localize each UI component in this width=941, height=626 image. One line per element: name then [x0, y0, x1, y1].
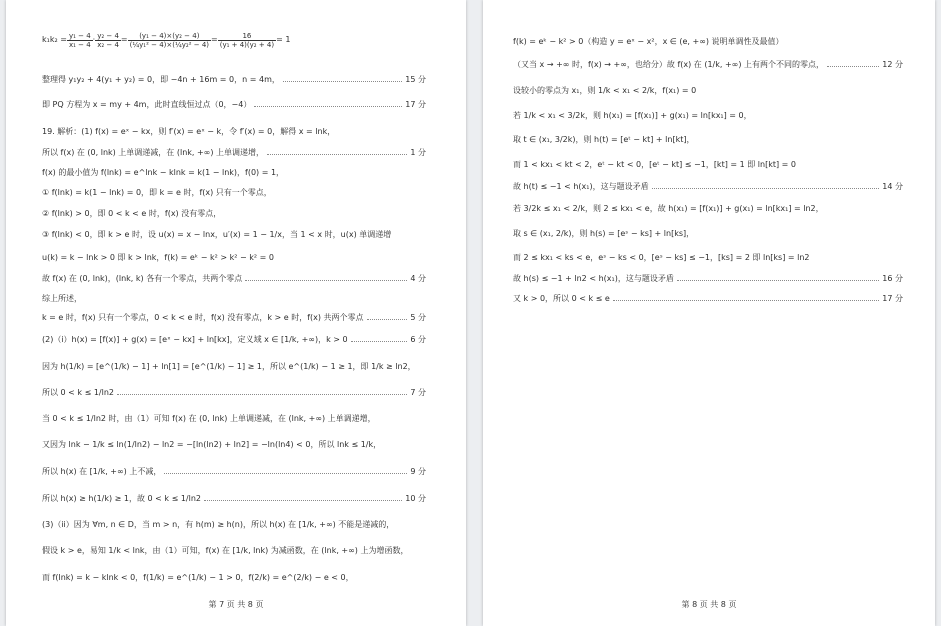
- solution-line: [42, 414, 426, 424]
- dotted-leader: [613, 300, 879, 301]
- dotted-leader: [254, 106, 402, 107]
- solution-text: f(k) = eᵏ − k² > 0（构造 y = eˣ − x²，x ∈ (e, +∞) 说明单调性及最值）: [513, 37, 784, 46]
- solution-line: [513, 229, 903, 239]
- solution-text: 故 h(t) ≤ −1 < h(x₁)，这与题设矛盾: [513, 182, 649, 191]
- solution-line: [42, 274, 426, 284]
- solution-line: [42, 148, 426, 158]
- dotted-leader: [351, 341, 408, 342]
- solution-line: [513, 253, 903, 263]
- solution-text: f(x) 的最小值为 f(lnk) = e^lnk − klnk = k(1 − lnk)，f(0) = 1，: [42, 168, 285, 177]
- score-label: 12 分: [882, 60, 903, 69]
- solution-line: [42, 467, 426, 477]
- solution-line: [42, 362, 426, 372]
- solution-line: [513, 294, 903, 304]
- solution-line: [513, 86, 903, 96]
- score-label: 17 分: [405, 100, 426, 109]
- solution-text: 综上所述，: [42, 294, 82, 303]
- solution-text: (2)（i）h(x) = [f(x)] + g(x) = [eˣ − kx] + ln[kx]，定义域 x ∈ [1/k, +∞)，k > 0: [42, 335, 348, 344]
- fraction-4-denominator: (y₁ + 4)(y₂ + 4): [219, 40, 275, 49]
- solution-line: [42, 440, 426, 450]
- solution-text: 又因为 lnk − 1/k ≤ ln(1/ln2) − ln2 = −[ln(ln2) + ln2] = −ln(ln4) < 0，所以 lnk ≤ 1/k，: [42, 440, 382, 449]
- solution-text: 而 f(lnk) = k − klnk < 0，f(1/k) = e^(1/k) − 1 > 0，f(2/k) = e^(2/k) − e < 0，: [42, 573, 354, 582]
- dot-operator: ·: [92, 35, 96, 44]
- solution-text: 而 1 < kx₁ < kt < 2，eᵗ − kt < 0，[eᵗ − kt] ≤ −1，[kt] = 1 即 ln[kt] = 0: [513, 160, 796, 169]
- score-label: 16 分: [882, 274, 903, 283]
- solution-text: 整理得 y₁y₂ + 4(y₁ + y₂) = 0，即 −4n + 16m = 0，n = 4m，: [42, 75, 280, 84]
- solution-text: 而 2 ≤ kx₁ < ks < e，eˢ − ks < 0，[eˢ − ks] ≤ −1，[ks] = 2 即 ln[ks] = ln2: [513, 253, 810, 262]
- solution-line: [513, 204, 903, 214]
- solution-text: 故 h(s) ≤ −1 + ln2 < h(x₁)，这与题设矛盾: [513, 274, 674, 283]
- slope-product-equation: [42, 28, 426, 52]
- solution-text: 19. 解析：(1) f(x) = eˣ − kx，则 f′(x) = eˣ − k，令 f′(x) = 0，解得 x = lnk，: [42, 127, 336, 136]
- score-label: 1 分: [410, 148, 426, 157]
- dotted-leader: [652, 188, 880, 189]
- dotted-leader: [367, 319, 408, 320]
- solution-line: [42, 168, 426, 178]
- score-label: 14 分: [882, 182, 903, 191]
- equation-lhs: k₁k₂ =: [42, 35, 67, 44]
- solution-line: [42, 520, 426, 530]
- solution-line: [42, 546, 426, 556]
- solution-text: ③ f(lnk) < 0，即 k > e 时，设 u(x) = x − lnx，u′(x) = 1 − 1/x，当 1 < x 时，u(x) 单调递增: [42, 230, 392, 239]
- solution-text: （又当 x → +∞ 时，f(x) → +∞，也给分）故 f(x) 在 (1/k, +∞) 上有两个不同的零点，: [513, 60, 825, 69]
- fraction-1: [67, 32, 93, 49]
- equals-sign: =: [211, 35, 218, 44]
- solution-text: 所以 f(x) 在 (0, lnk) 上单调递减，在 (lnk, +∞) 上单调递增，: [42, 148, 265, 157]
- solution-line: [513, 160, 903, 170]
- score-label: 17 分: [882, 294, 903, 303]
- solution-line: [42, 230, 426, 240]
- solution-text: 因为 h(1/k) = [e^(1/k) − 1] + ln[1] = [e^(1/k) − 1] ≥ 1，所以 e^(1/k) − 1 ≥ 1，即 1/k ≥ ln2，: [42, 362, 416, 371]
- solution-line: [42, 209, 426, 219]
- solution-line: [42, 75, 426, 85]
- solution-line: [513, 135, 903, 145]
- solution-line: [42, 573, 426, 583]
- solution-text: ① f(lnk) = k(1 − lnk) = 0，即 k = e 时，f(x) 只有一个零点，: [42, 188, 272, 197]
- solution-line: [513, 274, 903, 284]
- solution-line: [513, 60, 903, 70]
- solution-text: ② f(lnk) > 0，即 0 < k < e 时，f(x) 没有零点，: [42, 209, 222, 218]
- fraction-4-numerator: 16: [218, 32, 276, 41]
- equals-sign: =: [120, 35, 128, 44]
- score-label: 5 分: [410, 313, 426, 322]
- dotted-leader: [164, 473, 407, 474]
- fraction-4: [218, 32, 276, 49]
- solution-text: 设较小的零点为 x₁，则 1/k < x₁ < 2/k，f(x₁) = 0: [513, 86, 697, 95]
- solution-text: u(k) = k − lnk > 0 即 k > lnk，f(k) = eᵏ − k² > k² − k² = 0: [42, 253, 274, 262]
- score-label: 9 分: [410, 467, 426, 476]
- solution-line: [42, 313, 426, 323]
- dotted-leader: [267, 154, 407, 155]
- fraction-2-numerator: y₂ − 4: [97, 31, 119, 40]
- fraction-2: [92, 31, 121, 49]
- score-label: 6 分: [410, 335, 426, 344]
- fraction-3-denominator: (¼y₁² − 4)×(¼y₂² − 4): [129, 40, 210, 49]
- page-footer: 第 7 页 共 8 页: [208, 600, 264, 609]
- solution-line: [513, 182, 903, 192]
- solution-text: 所以 0 < k ≤ 1/ln2: [42, 388, 115, 397]
- fraction-3: [128, 32, 211, 49]
- solution-line: [513, 37, 903, 47]
- score-label: 10 分: [405, 494, 426, 503]
- solution-text: 当 0 < k ≤ 1/ln2 时，由（1）可知 f(x) 在 (0, lnk) 上单调递减，在 (lnk, +∞) 上单调递增，: [42, 414, 376, 423]
- solution-text: (3)（ii）因为 ∀m, n ∈ D，当 m > n，有 h(m) ≥ h(n)，所以 h(x) 在 [1/k, +∞) 不能是递减的，: [42, 520, 395, 529]
- solution-text: 所以 h(x) ≥ h(1/k) ≥ 1，故 0 < k ≤ 1/ln2: [42, 494, 201, 503]
- solution-line: [513, 111, 903, 121]
- solution-text: k = e 时，f(x) 只有一个零点，0 < k < e 时，f(x) 没有零点，k > e 时，f(x) 共两个零点: [42, 313, 364, 322]
- solution-text: 假设 k > e，易知 1/k < lnk，由（1）可知，f(x) 在 [1/k, lnk) 为减函数，在 (lnk, +∞) 上为增函数，: [42, 546, 409, 555]
- page-footer: 第 8 页 共 8 页: [681, 600, 737, 609]
- solution-line: [42, 494, 426, 504]
- solution-text: 若 3/2k ≤ x₁ < 2/k，则 2 ≤ kx₁ < e，故 h(x₁) = [f(x₁)] + g(x₁) = ln[kx₁] = ln2，: [513, 204, 824, 213]
- score-label: 4 分: [410, 274, 426, 283]
- solution-line: [42, 127, 426, 137]
- fraction-3-numerator: (y₁ − 4)×(y₂ − 4): [128, 32, 211, 41]
- solution-line: [42, 388, 426, 398]
- page-8: [483, 0, 935, 626]
- dotted-leader: [827, 66, 879, 67]
- solution-line: [42, 335, 426, 345]
- dotted-leader: [245, 280, 407, 281]
- score-label: 15 分: [405, 75, 426, 84]
- solution-text: 取 s ∈ (x₁, 2/k)，则 h(s) = [eˢ − ks] + ln[ks]，: [513, 229, 695, 238]
- solution-text: 即 PQ 方程为 x = my + 4m，此时直线恒过点（0，−4）: [42, 100, 252, 109]
- solution-text: 故 f(x) 在 (0, lnk)，(lnk, k) 各有一个零点，共两个零点: [42, 274, 243, 283]
- dotted-leader: [117, 394, 407, 395]
- dotted-leader: [677, 280, 879, 281]
- solution-text: 若 1/k < x₁ < 3/2k，则 h(x₁) = [f(x₁)] + g(x₁) = ln[kx₁] = 0，: [513, 111, 752, 120]
- score-label: 7 分: [410, 388, 426, 397]
- solution-line: [42, 294, 426, 304]
- solution-text: 又 k > 0，所以 0 < k ≤ e: [513, 294, 610, 303]
- dotted-leader: [204, 500, 402, 501]
- solution-line: [42, 100, 426, 110]
- fraction-2-denominator: x₂ − 4: [97, 40, 119, 49]
- equation-tail: = 1: [276, 35, 291, 44]
- dotted-leader: [283, 81, 402, 82]
- fraction-1-denominator: x₁ − 4: [68, 40, 91, 49]
- solution-text: 取 t ∈ (x₁, 3/2k)，则 h(t) = [eᵗ − kt] + ln[kt]，: [513, 135, 695, 144]
- solution-line: [42, 253, 426, 263]
- solution-text: 所以 h(x) 在 [1/k, +∞) 上不减，: [42, 467, 162, 476]
- solution-line: [42, 188, 426, 198]
- fraction-1-numerator: y₁ − 4: [68, 31, 91, 40]
- page-7: [6, 0, 466, 626]
